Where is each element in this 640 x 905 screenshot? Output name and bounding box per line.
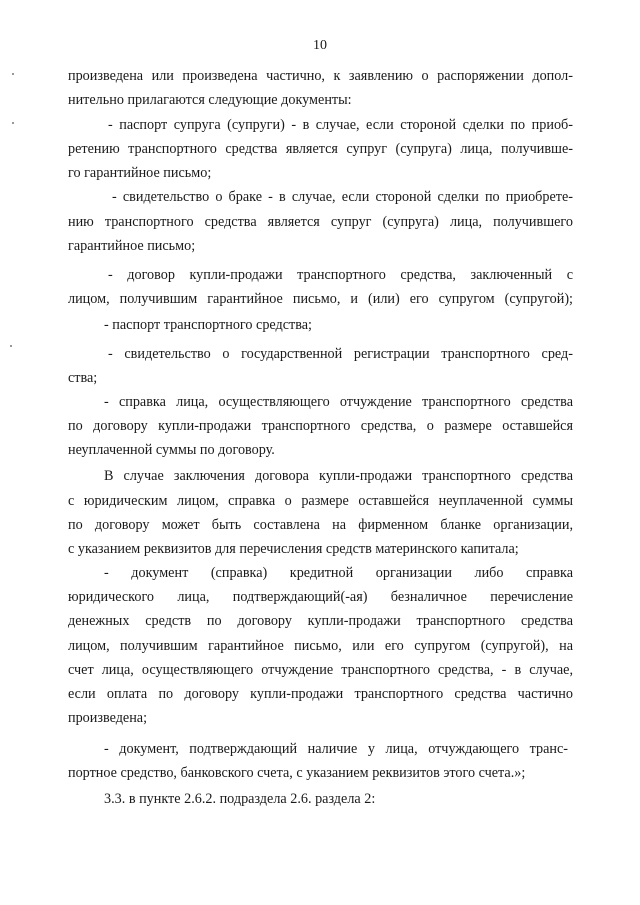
text-line: по договору купли-продажи транспортного средства, о размере оставшейся: [68, 418, 573, 434]
text-line: произведена;: [68, 710, 148, 726]
page-number: 10: [313, 38, 327, 53]
text-line: - договор купли-продажи транспортного средства, заключенный с: [108, 267, 573, 283]
text-line: гарантийное письмо;: [68, 238, 196, 254]
scan-speck: [12, 122, 14, 124]
scan-speck: [12, 73, 14, 75]
text-line: если оплата по договору купли-продажи транспортного средства частично: [68, 686, 573, 702]
text-line: - свидетельство о браке - в случае, если стороной сделки по приобрете-: [112, 189, 573, 205]
text-line: - документ, подтверждающий наличие у лица, отчуждающего транс-: [104, 741, 568, 757]
text-line: с указанием реквизитов для перечисления средств материнского капитала;: [68, 541, 519, 557]
text-line: неуплаченной суммы по договору.: [68, 442, 275, 458]
text-line: - паспорт супруга (супруги) - в случае, если стороной сделки по приоб-: [108, 117, 573, 133]
text-line: 3.3. в пункте 2.6.2. подраздела 2.6. раздела 2:: [104, 791, 376, 807]
text-line: по договору может быть составлена на фирменном бланке организации,: [68, 517, 573, 533]
scan-speck: [10, 345, 12, 347]
text-line: счет лица, осуществляющего отчуждение транспортного средства, - в случае,: [68, 662, 573, 678]
text-line: юридического лица, подтверждающий(-ая) безналичное перечисление: [68, 589, 573, 605]
text-line: лицом, получившим гарантийное письмо, или его супругом (супругой), на: [68, 638, 573, 654]
text-line: лицом, получившим гарантийное письмо, и (или) его супругом (супругой);: [68, 291, 573, 307]
text-line: ства;: [68, 370, 98, 386]
text-line: нительно прилагаются следующие документы:: [68, 92, 352, 108]
text-line: го гарантийное письмо;: [68, 165, 212, 181]
text-line: В случае заключения договора купли-продажи транспортного средства: [104, 468, 573, 484]
text-line: - свидетельство о государственной регистрации транспортного сред-: [108, 346, 573, 362]
text-line: ретению транспортного средства является супруг (супруга) лица, получивше-: [68, 141, 573, 157]
text-line: - документ (справка) кредитной организации либо справка: [104, 565, 573, 581]
text-line: произведена или произведена частично, к заявлению о распоряжении допол-: [68, 68, 573, 84]
text-line: - справка лица, осуществляющего отчуждение транспортного средства: [104, 394, 573, 410]
text-line: портное средство, банковского счета, с указанием реквизитов этого счета.»;: [68, 765, 526, 781]
text-line: денежных средств по договору купли-продажи транспортного средства: [68, 613, 573, 629]
text-line: нию транспортного средства является супруг (супруга) лица, получившего: [68, 214, 573, 230]
text-line: с юридическим лицом, справка о размере оставшейся неуплаченной суммы: [68, 493, 573, 509]
text-line: - паспорт транспортного средства;: [104, 317, 313, 333]
